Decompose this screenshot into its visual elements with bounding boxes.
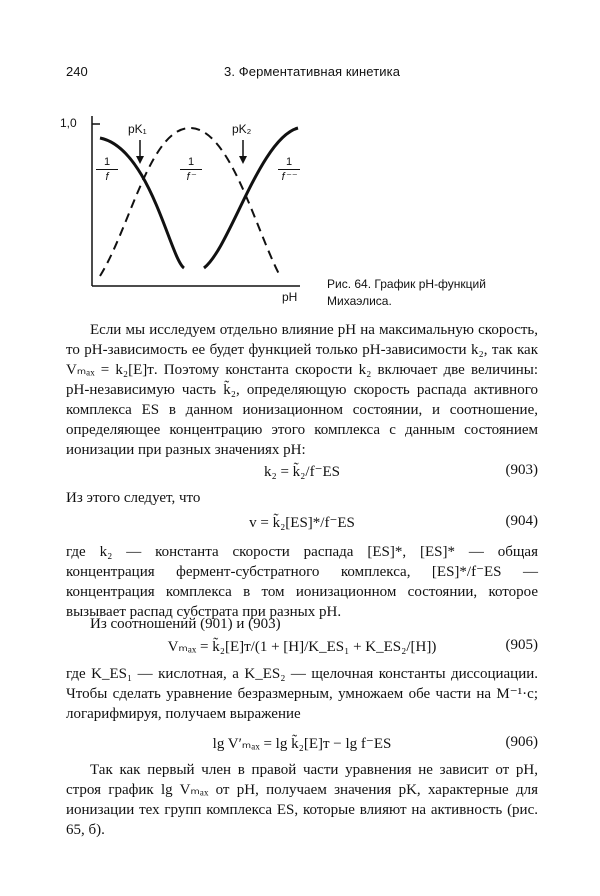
curve-one-over-f-minus bbox=[100, 128, 280, 276]
curve-one-over-f-right bbox=[204, 128, 298, 268]
label-one-over-f-minus: $\frac{1}{f^-}$ bbox=[180, 156, 202, 183]
equation-906: lg V′ₘₐₓ = lg k̃₂[E]ᴛ − lg f⁻ES (906) bbox=[212, 734, 538, 752]
label-one-over-f: $\frac{1}{f}$ bbox=[96, 156, 118, 183]
page-header bbox=[66, 64, 536, 84]
ph-function-plot bbox=[60, 108, 315, 308]
y-tick-label: 1,0 bbox=[60, 116, 77, 130]
pk2-label: pK₂ bbox=[232, 122, 252, 136]
paragraph-1: Если мы исследуем отдельно влияние pH на максимальную скорость, то pH-зависимость ее будет функцией только pH-зависимости k₂, так как Vₘₐₓ = k₂[E]ᴛ. Поэтому константа скорости k₂ включает две величины: pH-независимую часть k̃₂, определяющую скорость распада активного комплекса ES в данном ионизационном состоянии, и соотношение, определяющее концентрацию этого комплекса с данным состоянием ионизации при разных значениях pH: bbox=[66, 322, 538, 458]
equation-903: k₂ = k̃₂/f⁻ES (903) bbox=[263, 462, 538, 480]
paragraph-6: Так как первый член в правой части уравнения не зависит от pH, строя график lg Vₘₐₓ от pH, получаем значения pK, характерные для ионизации тех групп комплекса ES, которые влияют на активность (рис. 65, б). bbox=[66, 762, 538, 838]
equation-905: Vₘₐₓ = k̃₂[E]ᴛ/(1 + [H]/K_ES₁ + K_ES₂/[H]) (905) bbox=[167, 637, 538, 655]
page-number: 240 bbox=[66, 64, 88, 79]
paragraph-3: где k₂ — константа скорости распада [ES]*, [ES]* — общая концентрация фермент-субстратного комплекса, [ES]*/f⁻ES — концентрация комплекса в том ионизационном состоянии, которое вызывает распад субстрата при разных pH. bbox=[66, 544, 538, 620]
running-head: 3. Ферментативная кинетика bbox=[224, 64, 401, 79]
pk1-label: pK₁ bbox=[128, 122, 147, 136]
paragraph-5: где K_ES₁ — кислотная, а K_ES₂ — щелочная константы диссоциации. Чтобы сделать уравнение безразмерным, умножаем обе части на M⁻¹·c; логарифмируя, получаем выражение bbox=[66, 666, 538, 722]
x-axis-label: pH bbox=[282, 290, 298, 304]
equation-904: v = k̃₂[ES]*/f⁻ES (904) bbox=[249, 513, 538, 531]
label-one-over-f-minus-minus: $\frac{1}{f^{--}}$ bbox=[278, 156, 300, 183]
figure-64 bbox=[60, 108, 315, 308]
paragraph-2: Из этого следует, что bbox=[66, 490, 201, 506]
figure-caption: Рис. 64. График pH-функций Михаэлиса. bbox=[327, 277, 486, 308]
paragraph-4: Из соотношений (901) и (903) bbox=[90, 616, 281, 632]
pk2-arrowhead bbox=[239, 156, 247, 164]
pk1-arrowhead bbox=[136, 156, 144, 164]
